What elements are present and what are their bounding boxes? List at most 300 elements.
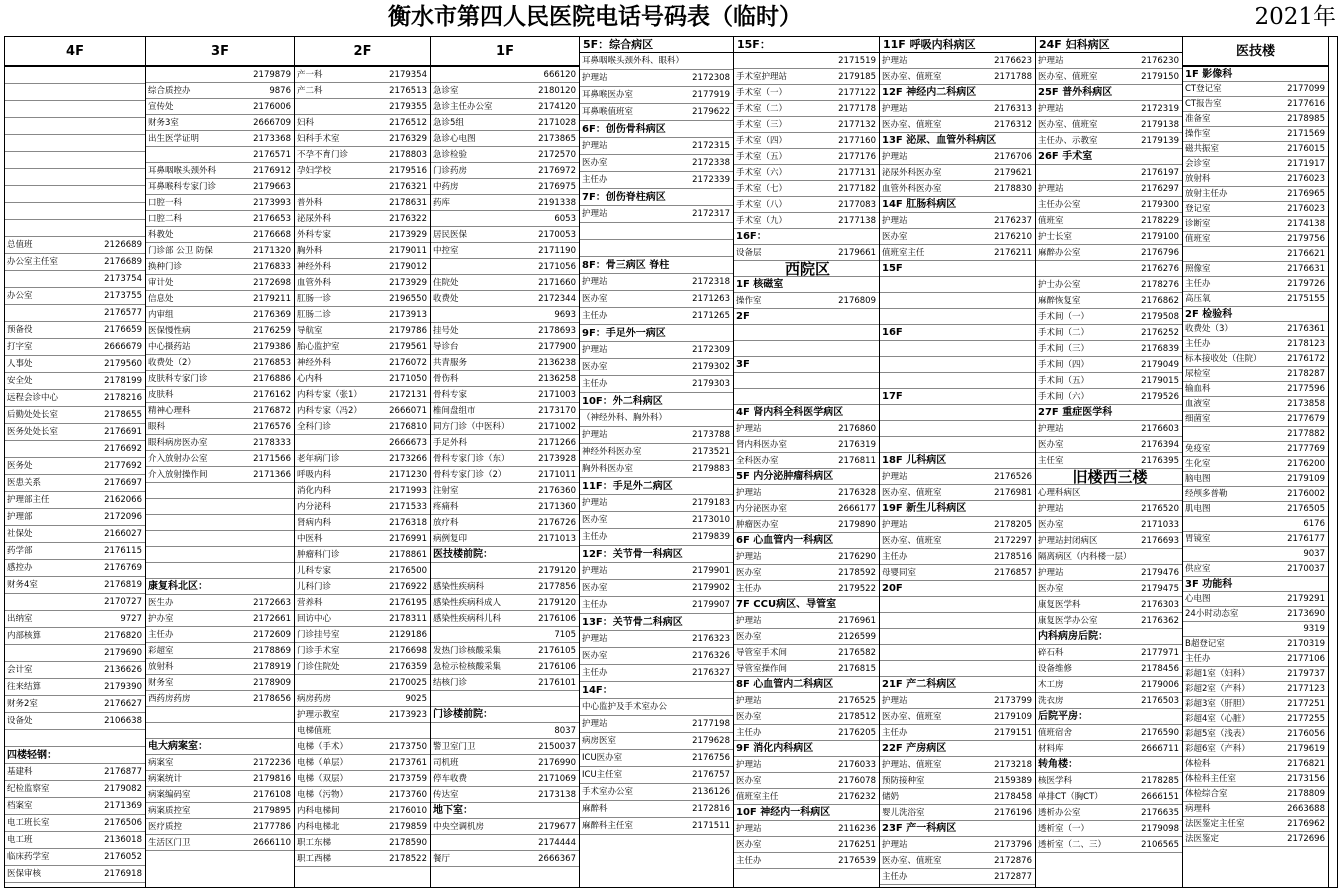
table-row xyxy=(431,339,579,355)
phone-number xyxy=(833,469,879,484)
table-row xyxy=(1036,565,1182,581)
dept-name xyxy=(734,341,812,356)
dept-name: 23F 产一科病区 xyxy=(882,823,957,834)
phone-number: 2171265 xyxy=(692,311,730,321)
section-heading xyxy=(1036,757,1182,773)
phone-number: 2176965 xyxy=(1287,189,1325,199)
table-row xyxy=(146,419,294,435)
table-row xyxy=(1183,217,1328,232)
phone-number: 2176200 xyxy=(1287,459,1325,469)
dept-name: 眼科病房医办室 xyxy=(148,438,208,448)
phone-number xyxy=(226,707,294,722)
dept-name xyxy=(734,373,812,388)
dept-name: 放射主任办 xyxy=(1185,189,1228,199)
phone-number: 2176210 xyxy=(994,232,1032,242)
phone-number: 2171360 xyxy=(538,502,576,512)
table-row xyxy=(146,131,294,147)
dept-name: 手术室办公室 xyxy=(582,787,634,797)
dept-name: 19F 新生儿科病区 xyxy=(882,503,967,514)
table-row xyxy=(1183,277,1328,292)
table-row xyxy=(880,309,1035,325)
dept-name: 12F 神经内二科病区 xyxy=(882,87,977,98)
table-row xyxy=(1036,389,1182,405)
dept-name: 6F 心血管内一科病区 xyxy=(736,535,834,546)
table-row xyxy=(146,627,294,643)
dept-name xyxy=(5,84,81,100)
dept-name: 手术间（三） xyxy=(1038,344,1090,354)
section-heading xyxy=(880,85,1035,101)
table-row xyxy=(580,767,733,784)
phone-number: 2177122 xyxy=(838,88,876,98)
phone-number: 2176520 xyxy=(1141,504,1179,514)
phone-number: 2180120 xyxy=(538,86,576,96)
table-row xyxy=(295,67,430,83)
section-heading xyxy=(1036,149,1182,165)
table-row xyxy=(880,533,1035,549)
phone-number: 2176506 xyxy=(104,818,142,828)
phone-number: 2179756 xyxy=(1287,234,1325,244)
phone-number: 2176991 xyxy=(389,534,427,544)
phone-number: 2176621 xyxy=(1287,249,1325,259)
dept-name: 麻醉办公室 xyxy=(1038,248,1081,258)
table-row xyxy=(5,764,145,781)
phone-number: 2176877 xyxy=(104,767,142,777)
phone-number: 2176922 xyxy=(389,582,427,592)
table-row xyxy=(146,659,294,675)
table-row xyxy=(1036,837,1182,853)
dept-name: 26F 手术室 xyxy=(1038,151,1093,162)
table-row xyxy=(1036,341,1182,357)
phone-number: 2176318 xyxy=(389,518,427,528)
phone-number: 2176052 xyxy=(104,852,142,862)
phone-number: 2171569 xyxy=(1287,129,1325,139)
table-row xyxy=(734,117,879,133)
dept-name: 内分泌科 xyxy=(297,502,332,512)
phone-number: 2173760 xyxy=(389,790,427,800)
table-row xyxy=(1036,325,1182,341)
phone-number: 2173170 xyxy=(538,406,576,416)
phone-number: 2176981 xyxy=(994,488,1032,498)
table-row xyxy=(431,355,579,371)
table-row xyxy=(431,99,579,115)
table-row xyxy=(1036,197,1182,213)
table-row xyxy=(734,85,879,101)
dept-name: 门诊挂号室 xyxy=(297,630,340,640)
dept-name: 护士长室 xyxy=(1038,232,1073,242)
table-row xyxy=(431,595,579,611)
table-row xyxy=(5,577,145,594)
phone-number: 2177123 xyxy=(1287,684,1325,694)
dept-name: 主任办 xyxy=(582,379,608,389)
dept-name: 感染性疾病科 xyxy=(433,582,485,592)
phone-number: 9319 xyxy=(1303,624,1325,634)
dept-name xyxy=(1183,247,1261,261)
table-row xyxy=(734,613,879,629)
phone-number xyxy=(673,478,733,494)
dept-name xyxy=(295,435,368,450)
table-row xyxy=(295,563,430,579)
section-heading xyxy=(580,393,733,410)
phone-number xyxy=(669,257,733,273)
phone-number: 2176252 xyxy=(1141,328,1179,338)
section-heading xyxy=(880,501,1035,517)
phone-number: 2176796 xyxy=(1141,248,1179,258)
dept-name: 手术间（二） xyxy=(1038,328,1090,338)
phone-number: 2179690 xyxy=(104,648,142,658)
phone-number: 2173690 xyxy=(1287,609,1325,619)
dept-name: 全科医办室 xyxy=(736,456,779,466)
phone-number: 2173788 xyxy=(692,430,730,440)
table-row xyxy=(295,467,430,483)
table-row xyxy=(1183,442,1328,457)
dept-name: 外科专家 xyxy=(297,230,332,240)
dept-name: 医办室、值班室 xyxy=(882,856,942,866)
table-row xyxy=(1183,742,1328,757)
phone-number xyxy=(666,121,733,137)
dept-name: 护理站 xyxy=(582,73,608,83)
dept-name: 护理站 xyxy=(582,141,608,151)
table-row xyxy=(580,87,733,104)
dept-name: 主任办 xyxy=(1185,279,1211,289)
dept-name: 护理站 xyxy=(882,472,908,482)
dept-name: 放射科 xyxy=(148,662,174,672)
dept-name: 综合质控办 xyxy=(148,86,191,96)
dept-name: 老年病门诊 xyxy=(297,454,340,464)
phone-number: 2179895 xyxy=(253,806,291,816)
phone-number: 2176627 xyxy=(104,699,142,709)
table-row xyxy=(295,355,430,371)
phone-number: 2179516 xyxy=(389,166,427,176)
phone-number: 2178512 xyxy=(838,712,876,722)
table-row xyxy=(1183,517,1328,532)
phone-number: 2176106 xyxy=(538,614,576,624)
dept-name: 经颅多普勒 xyxy=(1185,489,1228,499)
table-row xyxy=(5,628,145,645)
section-heading xyxy=(734,805,879,821)
dept-name: 医务处 xyxy=(7,461,33,471)
table-row xyxy=(5,169,145,186)
table-row xyxy=(1036,117,1182,133)
phone-number: 2179560 xyxy=(104,359,142,369)
dept-name: 医办室 xyxy=(736,840,762,850)
table-row xyxy=(734,773,879,789)
table-row xyxy=(1183,262,1328,277)
phone-number xyxy=(1115,757,1182,772)
table-row xyxy=(295,803,430,819)
phone-number xyxy=(226,563,294,578)
phone-number: 2176327 xyxy=(692,668,730,678)
phone-number: 2179526 xyxy=(1141,392,1179,402)
phone-number: 2177251 xyxy=(1287,699,1325,709)
phone-number xyxy=(81,118,145,134)
dept-name xyxy=(880,421,964,436)
dept-name: 麻醉恢复室 xyxy=(1038,296,1081,306)
dept-name xyxy=(880,613,964,628)
dept-name: 神经外科 xyxy=(297,262,332,272)
table-row xyxy=(880,213,1035,229)
table-row xyxy=(880,277,1035,293)
phone-number: 2176571 xyxy=(253,150,291,160)
phone-number: 2178985 xyxy=(1287,114,1325,124)
phone-number xyxy=(812,277,879,292)
phone-number: 2179100 xyxy=(1141,232,1179,242)
table-row xyxy=(580,512,733,529)
table-row xyxy=(146,755,294,771)
dept-name xyxy=(431,835,511,850)
table-row xyxy=(1183,532,1328,547)
table-row xyxy=(734,149,879,165)
dept-name: 餐厅 xyxy=(433,854,451,864)
table-row xyxy=(580,342,733,359)
dept-name: 注射室 xyxy=(433,486,459,496)
phone-number: 6176 xyxy=(1303,519,1325,529)
dept-name: 放射科 xyxy=(1185,174,1211,184)
phone-number: 2179475 xyxy=(1141,584,1179,594)
dept-name: 护理站 xyxy=(736,696,762,706)
phone-number: 2171266 xyxy=(538,438,576,448)
phone-number: 2172609 xyxy=(253,630,291,640)
phone-number: 2176329 xyxy=(389,134,427,144)
phone-number: 2170025 xyxy=(389,678,427,688)
dept-name: 西院区 xyxy=(784,260,830,278)
table-row xyxy=(146,195,294,211)
phone-number: 2172131 xyxy=(389,390,427,400)
phone-number: 2178216 xyxy=(104,393,142,403)
dept-name xyxy=(295,675,368,690)
dept-name: 人事处 xyxy=(7,359,33,369)
dept-name: 神经外科医办室 xyxy=(582,447,642,457)
dept-name: 感控办 xyxy=(7,563,33,573)
table-row xyxy=(734,517,879,533)
table-row xyxy=(5,679,145,696)
table-row xyxy=(580,308,733,325)
table-row xyxy=(295,851,430,867)
dept-name: 8F：骨三病区 脊柱 xyxy=(582,260,670,271)
dept-name: 档案室 xyxy=(7,801,33,811)
dept-name: 主任办 xyxy=(736,728,762,738)
table-row xyxy=(880,181,1035,197)
dept-name xyxy=(880,373,964,388)
dept-name: 护理站 xyxy=(582,498,608,508)
phone-number: 2176698 xyxy=(389,646,427,656)
dept-name xyxy=(431,259,511,274)
table-row xyxy=(580,444,733,461)
dept-name: 10F 神经内一科病区 xyxy=(736,807,831,818)
dept-name: 医务处处长室 xyxy=(7,427,59,437)
section-heading xyxy=(880,453,1035,469)
dept-name xyxy=(880,629,964,644)
table-row xyxy=(880,565,1035,581)
table-row xyxy=(431,419,579,435)
table-row xyxy=(146,787,294,803)
table-row xyxy=(295,643,430,659)
dept-name xyxy=(880,597,964,612)
phone-number: 2176659 xyxy=(104,325,142,335)
section-heading xyxy=(1036,85,1182,101)
phone-number: 2176197 xyxy=(1141,168,1179,178)
dept-name: 产二科 xyxy=(297,86,323,96)
dept-name xyxy=(5,645,81,661)
dept-name xyxy=(431,691,511,706)
dept-name: 尿检室 xyxy=(1185,369,1211,379)
section-heading xyxy=(580,478,733,495)
table-row xyxy=(146,243,294,259)
dept-name: 9F 消化内科病区 xyxy=(736,743,814,754)
table-row xyxy=(734,693,879,709)
phone-number: 2170727 xyxy=(104,597,142,607)
phone-number: 2177176 xyxy=(838,152,876,162)
table-row xyxy=(431,371,579,387)
phone-number: 2106638 xyxy=(104,716,142,726)
phone-number xyxy=(813,741,879,756)
phone-number: 2172309 xyxy=(692,345,730,355)
phone-number: 2150037 xyxy=(538,742,576,752)
dept-name: 护理站 xyxy=(736,824,762,834)
table-row xyxy=(734,549,879,565)
phone-number: 2172315 xyxy=(692,141,730,151)
phone-number: 2176962 xyxy=(1287,819,1325,829)
phone-number: 2178287 xyxy=(1287,369,1325,379)
phone-number: 2126599 xyxy=(838,632,876,642)
dept-name: 营养科 xyxy=(297,598,323,608)
dept-name: 麻醉科主任室 xyxy=(582,821,634,831)
dept-name: 手术室（二） xyxy=(736,104,788,114)
phone-number: 2176706 xyxy=(994,152,1032,162)
dept-name: 21F 产二科病区 xyxy=(882,679,957,690)
phone-number: 2177083 xyxy=(838,200,876,210)
dept-name: 肛肠二诊 xyxy=(297,310,332,320)
phone-number: 2179291 xyxy=(1287,594,1325,604)
phone-number: 2171566 xyxy=(253,454,291,464)
table-row xyxy=(5,441,145,458)
dept-name xyxy=(5,220,81,236)
dept-name: 14F 肛肠科病区 xyxy=(882,199,957,210)
dept-name: 办公室主任室 xyxy=(7,257,59,267)
table-row xyxy=(146,691,294,707)
dept-name: 医办室 xyxy=(1038,520,1064,530)
phone-number xyxy=(843,405,879,420)
dept-name: 口腔二科 xyxy=(148,214,183,224)
phone-number: 2666177 xyxy=(838,504,876,514)
dept-name: 2F 检验科 xyxy=(1185,309,1233,320)
dept-name: 磁共振室 xyxy=(1185,144,1220,154)
phone-number: 2178522 xyxy=(389,854,427,864)
dept-name: 18F 儿科病区 xyxy=(882,455,947,466)
dept-name: 医办室 xyxy=(736,568,762,578)
table-row xyxy=(5,407,145,424)
table-row xyxy=(1183,547,1328,562)
phone-number: 2176002 xyxy=(1287,489,1325,499)
dept-name: 4F 肾内科全科医学病区 xyxy=(736,407,844,418)
phone-number: 2176177 xyxy=(1287,534,1325,544)
table-row xyxy=(431,771,579,787)
table-row xyxy=(1036,245,1182,261)
table-row xyxy=(431,163,579,179)
phone-number: 2663688 xyxy=(1287,804,1325,814)
phone-number: 2179150 xyxy=(1141,72,1179,82)
table-row xyxy=(734,373,879,389)
phone-number xyxy=(964,629,1035,644)
table-row xyxy=(295,515,430,531)
table-row xyxy=(431,435,579,451)
dept-name xyxy=(880,293,964,308)
dept-name: 手术间（一） xyxy=(1038,312,1090,322)
phone-number: 2179839 xyxy=(692,532,730,542)
phone-number xyxy=(964,373,1035,388)
phone-number: 2176105 xyxy=(538,646,576,656)
dept-name: 内部核算 xyxy=(7,631,42,641)
dept-name: 医办室 xyxy=(1038,584,1064,594)
phone-number xyxy=(812,325,879,340)
table-row xyxy=(295,243,430,259)
dept-name: 医办室 xyxy=(736,712,762,722)
phone-number: 2178311 xyxy=(389,614,427,624)
table-row xyxy=(295,83,430,99)
phone-number xyxy=(226,547,294,562)
phone-number xyxy=(226,531,294,546)
dept-name xyxy=(734,389,812,404)
phone-number: 2176360 xyxy=(538,486,576,496)
phone-number: 2176975 xyxy=(538,182,576,192)
dept-name: 主任办公室 xyxy=(1038,200,1081,210)
dept-name: 往来结算 xyxy=(7,682,42,692)
table-row xyxy=(295,403,430,419)
table-row xyxy=(431,659,579,675)
dept-name: 体检综合室 xyxy=(1185,789,1228,799)
dept-name: 总值班 xyxy=(7,240,33,250)
dept-name: 碎石科 xyxy=(1038,648,1064,658)
section-heading xyxy=(880,677,1035,693)
section-heading xyxy=(146,739,294,755)
dept-name: 内审组 xyxy=(148,310,174,320)
phone-number xyxy=(666,189,733,205)
phone-number: 2176162 xyxy=(253,390,291,400)
dept-name: 设备处 xyxy=(7,716,33,726)
section-heading xyxy=(580,257,733,274)
table-row xyxy=(1036,229,1182,245)
phone-number: 2177882 xyxy=(1287,429,1325,439)
dept-name: 14F： xyxy=(582,685,613,696)
phone-number: 2176276 xyxy=(1141,264,1179,274)
table-row xyxy=(880,69,1035,85)
table-row xyxy=(1036,69,1182,85)
table-row xyxy=(431,611,579,627)
dept-name xyxy=(5,118,81,134)
phone-number xyxy=(226,739,294,754)
table-row xyxy=(5,67,145,84)
section-heading xyxy=(880,821,1035,837)
phone-number xyxy=(812,389,879,404)
phone-number: 2176811 xyxy=(838,456,876,466)
phone-number: 2176230 xyxy=(1141,56,1179,66)
table-row xyxy=(295,115,430,131)
table-row xyxy=(1183,142,1328,157)
phone-number: 2178909 xyxy=(253,678,291,688)
table-row xyxy=(146,227,294,243)
table-row xyxy=(295,451,430,467)
table-row xyxy=(295,659,430,675)
dept-name: 骨科专家门诊（2） xyxy=(433,470,507,480)
dept-name xyxy=(880,309,964,324)
dept-name: 手术间（五） xyxy=(1038,376,1090,386)
table-row xyxy=(734,437,879,453)
column-header: 4F xyxy=(5,37,145,67)
dept-name: 居民医保 xyxy=(433,230,468,240)
phone-number: 2173156 xyxy=(1287,774,1325,784)
table-row xyxy=(295,547,430,563)
table-row xyxy=(1036,53,1182,69)
dept-name: 康复科北区： xyxy=(148,581,208,592)
